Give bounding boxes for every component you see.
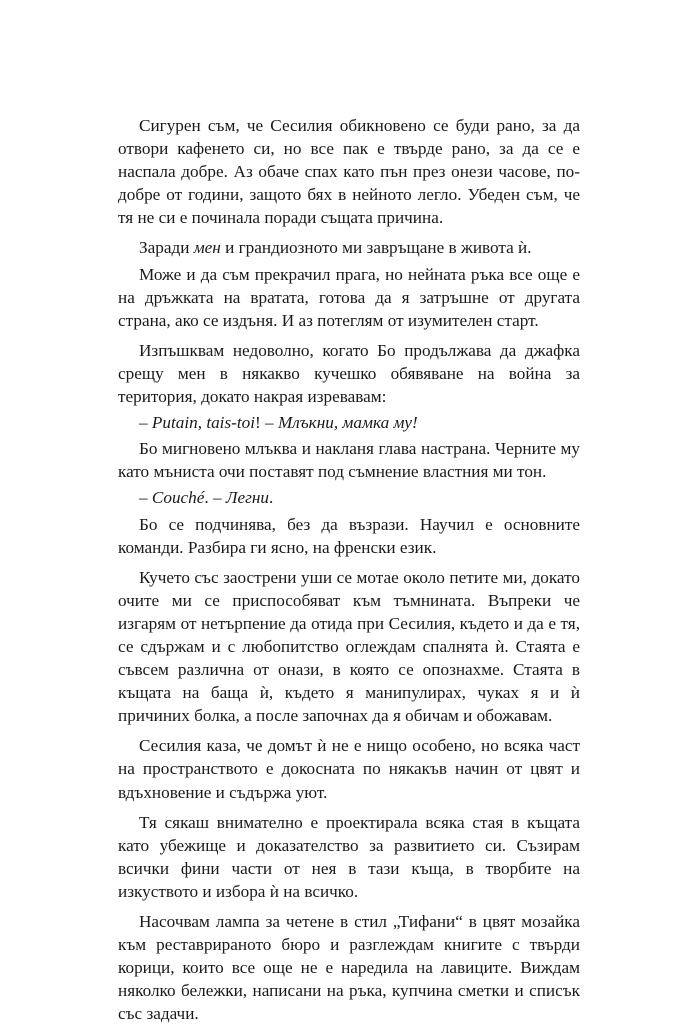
p4-text: Изпъшквам недоволно, когато Бо продължава да джафка срещу мен в някакво кучешко обявяване на война за територия, докато накрая изревавам: [118,340,580,407]
paragraph-12 [118,910,580,1025]
p9-text: Кучето със заострени уши се мотае около петите ми, докато очите ми се приспособяват към тъмнината. Въпреки че изгарям от нетърпение да отида при Сесилия, където и да е тя, се сдържам и с любопитство оглеждам спалнята ѝ. Стаята е съвсем различна от онази, в която се опознахме. Стаята в къщата на баща ѝ, където я манипулирах, чуках я и ѝ причиних болка, а после започнах да я обичам и обожавам. [118,567,580,726]
p12-text: Насочвам лампа за четене в стил „Тифани“ в цвят мозайка към реставрираното бюро и разглеждам книгите с твърди корици, които все още не е наредила на лавиците. Виждам няколко бележки, написани на ръка, купчина сметки и списък със задачи. [118,912,580,1024]
dl2-separator: . – [204,488,226,508]
p2-emphasis: мен [193,238,221,258]
dl1-french: – Putain, tais-toi [139,413,256,433]
paragraph-3 [118,263,580,332]
dl2-translation: Легни [225,488,269,508]
p10-text: Сесилия каза, че домът ѝ не е нищо особено, но всяка част на пространството е докосната по някакъв начин от цвят и вдъхновение и съдържа уют. [118,736,580,802]
p3-text: Може и да съм прекрачил прага, но нейната ръка все още е на дръжката на вратата, готова да я затръшне от другата страна, ако се издъня. И аз потеглям от изумителен старт. [118,264,580,330]
p8-text: Бо се подчинява, без да възрази. Научил е основните команди. Разбира ги ясно, на френски език. [118,514,580,557]
paragraph-6 [118,437,580,483]
p6-text: Бо мигновено млъква и накланя глава настрана. Черните му като мъниста очи поставят под съмнение властния ми тон. [118,439,580,482]
dialogue-line-1 [118,411,580,434]
paragraph-1 [118,114,580,229]
dl1-translation: Млъкни, мамка му! [277,413,418,433]
dl2-end: . [269,488,274,508]
paragraph-2 [118,236,580,259]
paragraph-4 [118,339,580,408]
p2-text-b: и грандиозното ми завръщане в живота ѝ. [220,238,532,258]
dl2-french: – Couché [139,488,205,508]
body-text [118,114,580,1032]
paragraph-8 [118,513,580,559]
p1-text: Сигурен съм, че Сесилия обикновено се буди рано, за да отвори кафенето си, но все пак е твърде рано, за да се е наспала добре. Аз обаче спах като пън през онези часове, по-добре от години, защото бях в нейното легло. Убеден съм, че тя не си е починала поради същата причина. [118,116,580,228]
paragraph-9 [118,566,580,728]
paragraph-11 [118,811,580,903]
p11-text: Тя сякаш внимателно е проектирала всяка стая в къщата като убежище и доказателство за развитието си. Съзирам всички фини части от нея в тази къща, в творбите на изкуството и избора ѝ на всичко. [118,812,580,901]
dl1-separator: ! – [255,413,278,433]
dialogue-line-2 [118,486,580,509]
p2-text-a: Заради [139,238,194,258]
paragraph-10 [118,734,580,803]
